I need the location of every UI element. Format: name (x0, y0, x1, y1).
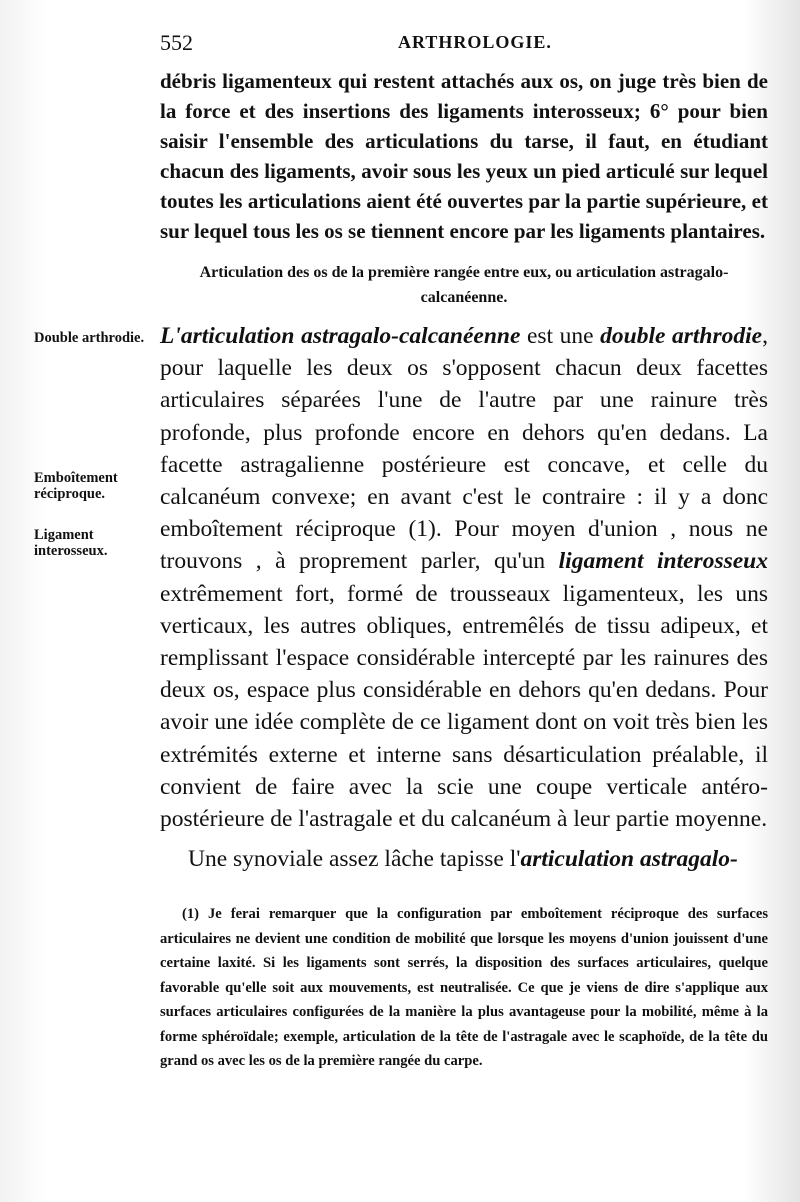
running-head: ARTHROLOGIE. (398, 32, 552, 52)
paragraph-articulation (160, 320, 768, 835)
section-title: Articulation des os de la première rangée entre eux, ou articulation astragalo-calcanéenne. (199, 264, 729, 306)
text-run: est une (520, 323, 601, 349)
margin-note-ligament: Ligament interosseux. (34, 527, 108, 559)
term-articulation-astragalo: articulation astragalo- (520, 846, 738, 872)
margin-note-emboitement: Emboîtement réciproque. (34, 470, 118, 502)
paragraph-synoviale (160, 843, 768, 875)
term-ligament-interosseux: ligament interosseux (558, 548, 768, 575)
page-header (160, 30, 770, 60)
text-run: extrêmement fort, formé de trousseaux ligamenteux, les uns verticaux, les autres obliques, entremêlés de tissu adipeux, et remplissant l'espace considérable intercepté par les rainures des deux os, espace plus considérable en dehors qu'en dedans. Pour avoir une idée complète de ce ligament dont on voit très bien les extrémités externe et interne sans désarticulation préalable, il convient de faire avec la scie une coupe verticale antéro-postérieure de l'astragale et du calcanéum à leur partie moyenne. (160, 580, 768, 833)
text-run: Une synoviale assez lâche tapisse l' (188, 846, 521, 872)
page-number: 552 (160, 30, 193, 55)
footnote: (1) Je ferai remarquer que la configuration par emboîtement réciproque des surfaces articulaires ne devient une condition de mobilité que lorsque les moyens d'union jouissent d'une certaine laxité. Si les ligaments sont serrés, la disposition des surfaces articulaires, quelque favorable qu'elle soit aux mouvements, est neutralisée. Ce que je viens de dire s'applique aux surfaces articulaires configurées de la manière la plus avantageuse pour la mobilité, même à la forme sphéroïdale; exemple, articulation de la tête de l'astragale avec le scaphoïde, de la tête du grand os avec les os de la première rangée du carpe. (160, 906, 768, 1069)
term-articulation: L'articulation astragalo-calcanéenne (160, 323, 521, 349)
term-double-arthrodie: double arthrodie (600, 323, 763, 349)
paragraph-intro: débris ligamenteux qui restent attachés aux os, on juge très bien de la force et des insertions des ligaments interosseux; 6° pour bien saisir l'ensemble des articulations du tarse, il faut, en étudiant chacun des ligaments, avoir sous les yeux un pied articulé sur lequel toutes les articulations aient été ouvertes par la partie supérieure, et sur lequel tous les os se tiennent encore par les ligaments plantaires. (160, 69, 768, 243)
text-run: , pour laquelle les deux os s'opposent chacun deux facettes articulaires séparées l'une de l'autre par une rainure très profonde, plus profonde encore en dehors qu'en dedans. La facette astragalienne postérieure est concave, et celle du calcanéum convexe; en avant c'est le contraire : il y a donc emboîtement réciproque (1). Pour moyen d'union , nous ne trouvons , à proprement parler, qu'un (160, 323, 768, 575)
margin-note-double-arthrodie: Double arthrodie. (34, 330, 145, 346)
